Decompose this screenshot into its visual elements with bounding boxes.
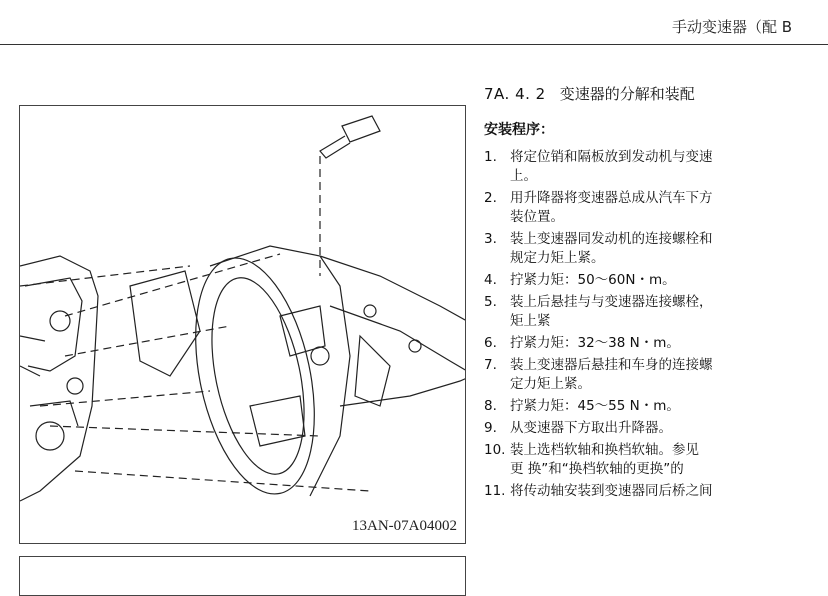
step-item bbox=[484, 271, 828, 290]
transmission-exploded-drawing bbox=[20, 106, 466, 544]
section-number: 7A. 4. 2 bbox=[484, 85, 546, 103]
figure-caption: 13AN-07A04002 bbox=[352, 518, 457, 534]
step-text: 将定位销和隔板放到发动机与变速 bbox=[510, 149, 713, 165]
step-text: 拧紧力矩：50～60N・m。 bbox=[510, 272, 676, 288]
step-item bbox=[484, 293, 828, 331]
step-number: 10. bbox=[484, 442, 506, 458]
step-number: 8. bbox=[484, 398, 497, 414]
step-number: 6. bbox=[484, 335, 497, 351]
step-text: 装上变速器后悬挂和车身的连接螺 bbox=[510, 357, 713, 373]
step-item bbox=[484, 482, 828, 501]
step-continuation: 上。 bbox=[510, 168, 537, 184]
step-continuation: 规定力矩上紧。 bbox=[510, 250, 605, 266]
step-text: 用升降器将变速器总成从汽车下方 bbox=[510, 190, 713, 206]
step-item bbox=[484, 419, 828, 438]
step-text: 从变速器下方取出升降器。 bbox=[510, 420, 672, 436]
step-number: 7. bbox=[484, 357, 497, 373]
step-number: 2. bbox=[484, 190, 497, 206]
step-item bbox=[484, 230, 828, 268]
step-number: 3. bbox=[484, 231, 497, 247]
step-number: 11. bbox=[484, 483, 506, 499]
step-number: 1. bbox=[484, 149, 497, 165]
step-text: 将传动轴安装到变速器同后桥之间 bbox=[510, 483, 713, 499]
section-heading bbox=[484, 83, 695, 104]
header-title: 手动变速器（配 B bbox=[672, 18, 793, 36]
header-rule bbox=[0, 44, 828, 45]
step-item bbox=[484, 356, 828, 394]
installation-steps bbox=[484, 148, 828, 501]
step-number: 9. bbox=[484, 420, 497, 436]
step-item bbox=[484, 148, 828, 186]
step-continuation: 更 换”和“换档软轴的更换”的 bbox=[510, 461, 684, 477]
section-title: 变速器的分解和装配 bbox=[559, 85, 695, 103]
step-item bbox=[484, 397, 828, 416]
step-number: 4. bbox=[484, 272, 497, 288]
step-continuation: 装位置。 bbox=[510, 209, 564, 225]
step-text: 拧紧力矩：45～55 N・m。 bbox=[510, 398, 680, 414]
step-text: 装上变速器同发动机的连接螺栓和 bbox=[510, 231, 713, 247]
step-text: 拧紧力矩：32～38 N・m。 bbox=[510, 335, 680, 351]
step-item bbox=[484, 189, 828, 227]
step-text: 装上后悬挂与与变速器连接螺栓， bbox=[510, 294, 713, 310]
step-number: 5. bbox=[484, 294, 497, 310]
step-item bbox=[484, 334, 828, 353]
procedure-subheading: 安装程序： bbox=[484, 122, 554, 138]
step-continuation: 矩上紧 bbox=[510, 313, 551, 329]
step-item bbox=[484, 441, 828, 479]
step-text: 装上选档软轴和换档软轴。参见 bbox=[510, 442, 699, 458]
second-figure-frame bbox=[19, 556, 466, 596]
step-continuation: 定力矩上紧。 bbox=[510, 376, 591, 392]
figure-transmission-diagram bbox=[19, 105, 466, 544]
